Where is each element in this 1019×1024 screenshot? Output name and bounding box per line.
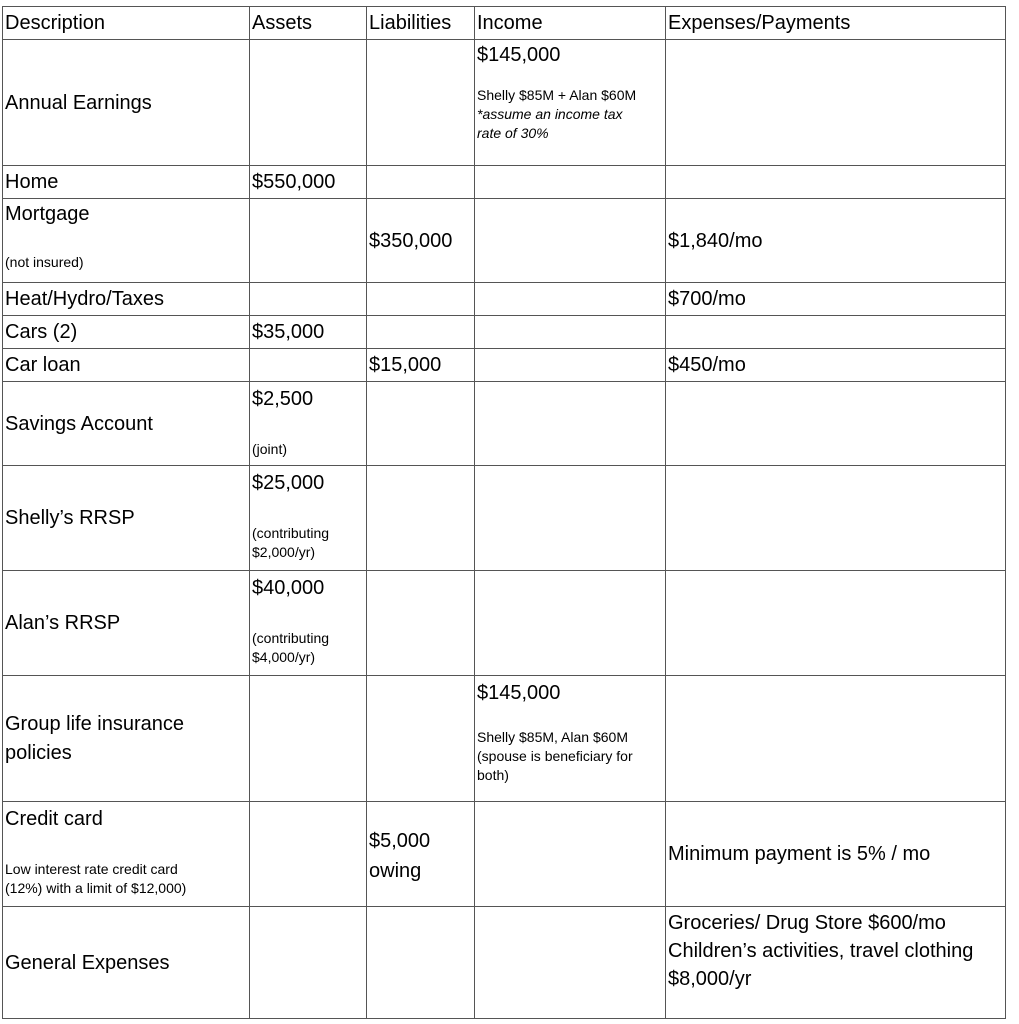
cell-assets — [250, 283, 367, 316]
cell-expenses — [666, 571, 1006, 676]
header-expenses: Expenses/Payments — [666, 7, 1006, 40]
assets-note: (joint) — [252, 441, 288, 457]
table-row — [3, 802, 1006, 907]
income-note: both) — [477, 767, 509, 783]
assets-note: (contributing — [252, 525, 330, 541]
cell-expenses: $700/mo — [666, 283, 1006, 316]
income-note: (spouse is beneficiary for — [477, 748, 633, 764]
cell-description: Car loan — [3, 349, 250, 382]
header-description: Description — [3, 7, 250, 40]
liabilities-note: owing — [369, 860, 422, 882]
cell-description: Annual Earnings — [3, 40, 250, 166]
cell-description: Heat/Hydro/Taxes — [3, 283, 250, 316]
table-row — [3, 199, 1006, 283]
header-liabilities: Liabilities — [367, 7, 475, 40]
cell-assets — [250, 907, 367, 1019]
cell-liabilities: $15,000 — [367, 349, 475, 382]
cell-expenses — [666, 316, 1006, 349]
description-note: (not insured) — [5, 254, 84, 270]
cell-liabilities — [367, 466, 475, 571]
expenses-line: Children’s activities, travel clothing — [668, 940, 974, 962]
cell-income — [475, 676, 666, 802]
cell-assets — [250, 199, 367, 283]
cell-expenses: $450/mo — [666, 349, 1006, 382]
cell-description — [3, 802, 250, 907]
income-note-italic: rate of 30% — [477, 125, 549, 141]
cell-income — [475, 466, 666, 571]
cell-description: Cars (2) — [3, 316, 250, 349]
cell-income — [475, 382, 666, 466]
cell-expenses — [666, 382, 1006, 466]
income-note: Shelly $85M, Alan $60M — [477, 729, 628, 745]
assets-amount: $2,500 — [252, 388, 314, 410]
description-text: Credit card — [5, 808, 103, 830]
table-row — [3, 466, 1006, 571]
header-income: Income — [475, 7, 666, 40]
liabilities-amount: $5,000 — [369, 830, 431, 852]
assets-note: $4,000/yr) — [252, 649, 316, 665]
cell-income — [475, 316, 666, 349]
cell-expenses: Minimum payment is 5% / mo — [666, 802, 1006, 907]
cell-expenses — [666, 166, 1006, 199]
cell-liabilities — [367, 571, 475, 676]
cell-income — [475, 802, 666, 907]
cell-description — [3, 676, 250, 802]
description-note: (12%) with a limit of $12,000) — [5, 880, 187, 896]
expenses-line: $8,000/yr — [668, 968, 752, 990]
description-text: Mortgage — [5, 203, 90, 225]
table-row — [3, 382, 1006, 466]
cell-assets — [250, 40, 367, 166]
cell-assets: $550,000 — [250, 166, 367, 199]
cell-description: Alan’s RRSP — [3, 571, 250, 676]
description-text: policies — [5, 741, 72, 764]
cell-liabilities — [367, 907, 475, 1019]
cell-liabilities — [367, 166, 475, 199]
cell-expenses — [666, 907, 1006, 1019]
table-row — [3, 283, 1006, 316]
cell-assets — [250, 676, 367, 802]
table-row — [3, 40, 1006, 166]
cell-liabilities — [367, 40, 475, 166]
assets-note: (contributing — [252, 630, 330, 646]
cell-assets — [250, 466, 367, 571]
expenses-line: Groceries/ Drug Store $600/mo — [668, 912, 946, 934]
cell-assets — [250, 571, 367, 676]
cell-liabilities — [367, 316, 475, 349]
cell-income — [475, 166, 666, 199]
table-row — [3, 907, 1006, 1019]
table-row — [3, 571, 1006, 676]
cell-income — [475, 40, 666, 166]
financial-table — [2, 6, 1006, 1019]
cell-description: Savings Account — [3, 382, 250, 466]
cell-income — [475, 283, 666, 316]
cell-description: Home — [3, 166, 250, 199]
cell-expenses — [666, 40, 1006, 166]
assets-amount: $40,000 — [252, 577, 325, 599]
table-row — [3, 676, 1006, 802]
description-text: Group life insurance — [5, 712, 184, 735]
table-row — [3, 316, 1006, 349]
cell-assets — [250, 802, 367, 907]
header-assets: Assets — [250, 7, 367, 40]
income-amount: $145,000 — [477, 682, 561, 704]
cell-description — [3, 199, 250, 283]
cell-income — [475, 571, 666, 676]
income-amount: $145,000 — [477, 44, 561, 66]
cell-description: Shelly’s RRSP — [3, 466, 250, 571]
cell-assets: $35,000 — [250, 316, 367, 349]
cell-income — [475, 907, 666, 1019]
cell-income — [475, 349, 666, 382]
cell-description: General Expenses — [3, 907, 250, 1019]
income-note: Shelly $85M + Alan $60M — [477, 87, 637, 103]
cell-expenses — [666, 466, 1006, 571]
cell-liabilities — [367, 676, 475, 802]
assets-amount: $25,000 — [252, 472, 325, 494]
assets-note: $2,000/yr) — [252, 544, 316, 560]
description-note: Low interest rate credit card — [5, 861, 178, 877]
cell-assets — [250, 382, 367, 466]
income-note-italic: *assume an income tax — [477, 106, 623, 122]
cell-liabilities — [367, 283, 475, 316]
cell-liabilities — [367, 382, 475, 466]
cell-liabilities — [367, 802, 475, 907]
cell-expenses — [666, 676, 1006, 802]
cell-expenses: $1,840/mo — [666, 199, 1006, 283]
cell-liabilities: $350,000 — [367, 199, 475, 283]
cell-income — [475, 199, 666, 283]
header-row — [3, 7, 1006, 40]
table-row — [3, 349, 1006, 382]
table-row — [3, 166, 1006, 199]
cell-assets — [250, 349, 367, 382]
